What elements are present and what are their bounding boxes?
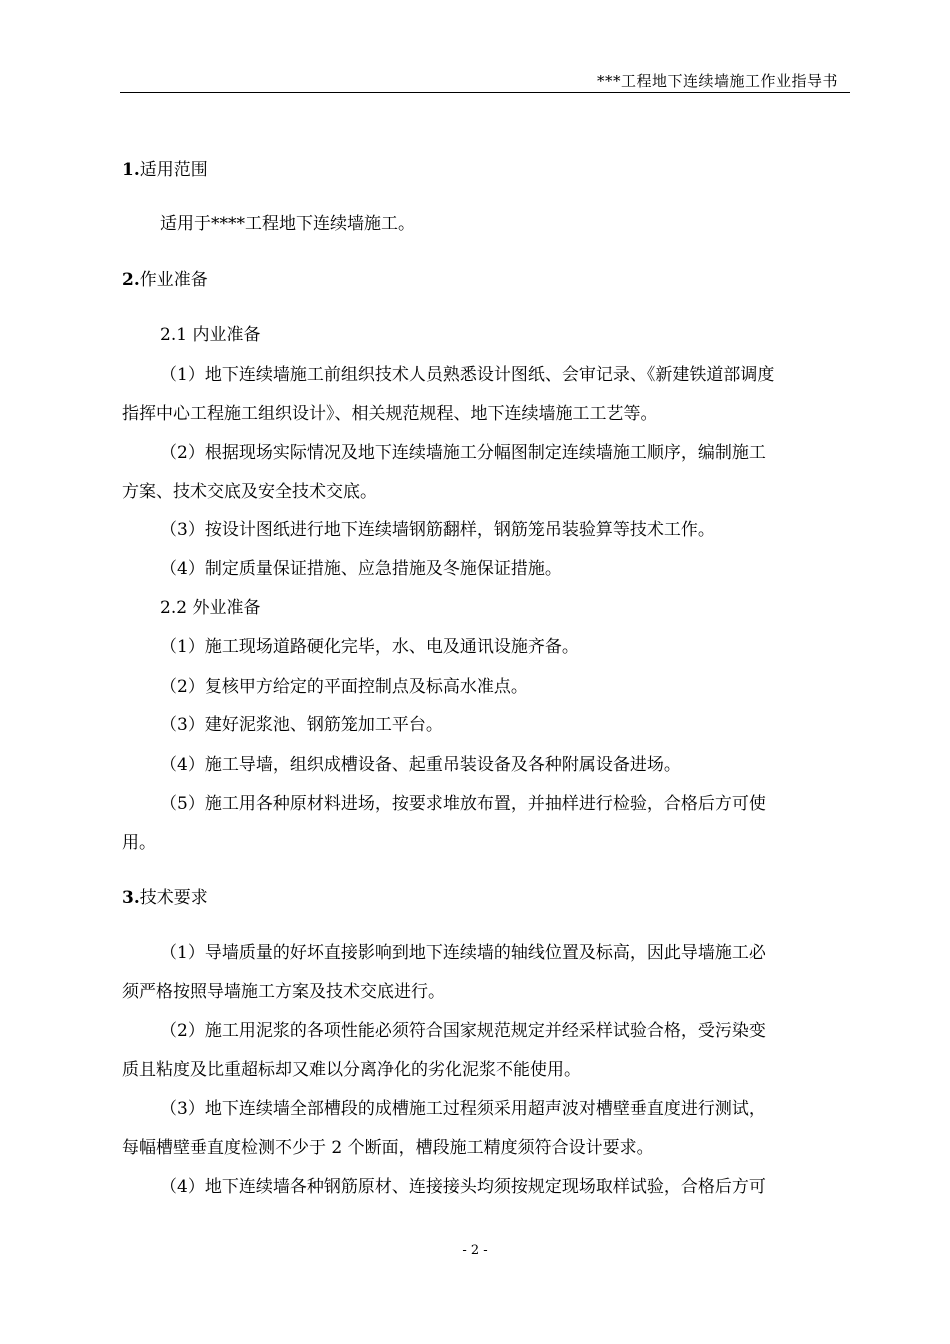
list-item: （1）导墙质量的好坏直接影响到地下连续墙的轴线位置及标高，因此导墙施工必 — [160, 943, 766, 963]
list-item-cont: 质且粘度及比重超标却又难以分离净化的劣化泥浆不能使用。 — [122, 1060, 581, 1080]
section-heading-2 — [122, 270, 208, 290]
subsection-heading: 2.2 外业准备 — [160, 598, 261, 618]
paragraph: 适用于****工程地下连续墙施工。 — [160, 214, 415, 234]
list-item: （4）地下连续墙各种钢筋原材、连接接头均须按规定现场取样试验，合格后方可 — [160, 1177, 766, 1197]
section-heading-3 — [122, 888, 208, 908]
list-item: （3）按设计图纸进行地下连续墙钢筋翻样，钢筋笼吊装验算等技术工作。 — [160, 520, 715, 540]
list-item-cont: 用。 — [122, 833, 156, 853]
section-heading-1 — [122, 160, 208, 180]
section-title: 作业准备 — [139, 270, 208, 290]
list-item: （5）施工用各种原材料进场，按要求堆放布置，并抽样进行检验，合格后方可使 — [160, 794, 766, 814]
subsection-heading: 2.1 内业准备 — [160, 325, 261, 345]
list-item: （1）施工现场道路硬化完毕，水、电及通讯设施齐备。 — [160, 637, 579, 657]
list-item: （1）地下连续墙施工前组织技术人员熟悉设计图纸、会审记录、《新建铁道部调度 — [160, 365, 775, 385]
list-item-cont: 指挥中心工程施工组织设计》、相关规范规程、地下连续墙施工工艺等。 — [122, 404, 658, 424]
list-item-cont: 方案、技术交底及安全技术交底。 — [122, 482, 377, 502]
section-number: 3. — [122, 888, 140, 908]
page-header — [120, 70, 850, 93]
list-item: （3）地下连续墙全部槽段的成槽施工过程须采用超声波对槽壁垂直度进行测试， — [160, 1099, 766, 1119]
section-title: 技术要求 — [139, 888, 208, 908]
list-item: （4）施工导墙，组织成槽设备、起重吊装设备及各种附属设备进场。 — [160, 755, 681, 775]
list-item: （3）建好泥浆池、钢筋笼加工平台。 — [160, 715, 443, 735]
list-item: （4）制定质量保证措施、应急措施及冬施保证措施。 — [160, 559, 562, 579]
list-item: （2）施工用泥浆的各项性能必须符合国家规范规定并经采样试验合格，受污染变 — [160, 1021, 766, 1041]
header-title: ***工程地下连续墙施工作业指导书 — [596, 72, 838, 90]
page-number: - 2 - — [462, 1243, 488, 1258]
section-number: 2. — [122, 270, 140, 290]
section-number: 1. — [122, 160, 140, 180]
list-item: （2）复核甲方给定的平面控制点及标高水准点。 — [160, 677, 528, 697]
section-title: 适用范围 — [139, 160, 208, 180]
list-item: （2）根据现场实际情况及地下连续墙施工分幅图制定连续墙施工顺序，编制施工 — [160, 443, 766, 463]
list-item-cont: 每幅槽壁垂直度检测不少于 2 个断面，槽段施工精度须符合设计要求。 — [122, 1138, 654, 1158]
list-item-cont: 须严格按照导墙施工方案及技术交底进行。 — [122, 982, 445, 1002]
